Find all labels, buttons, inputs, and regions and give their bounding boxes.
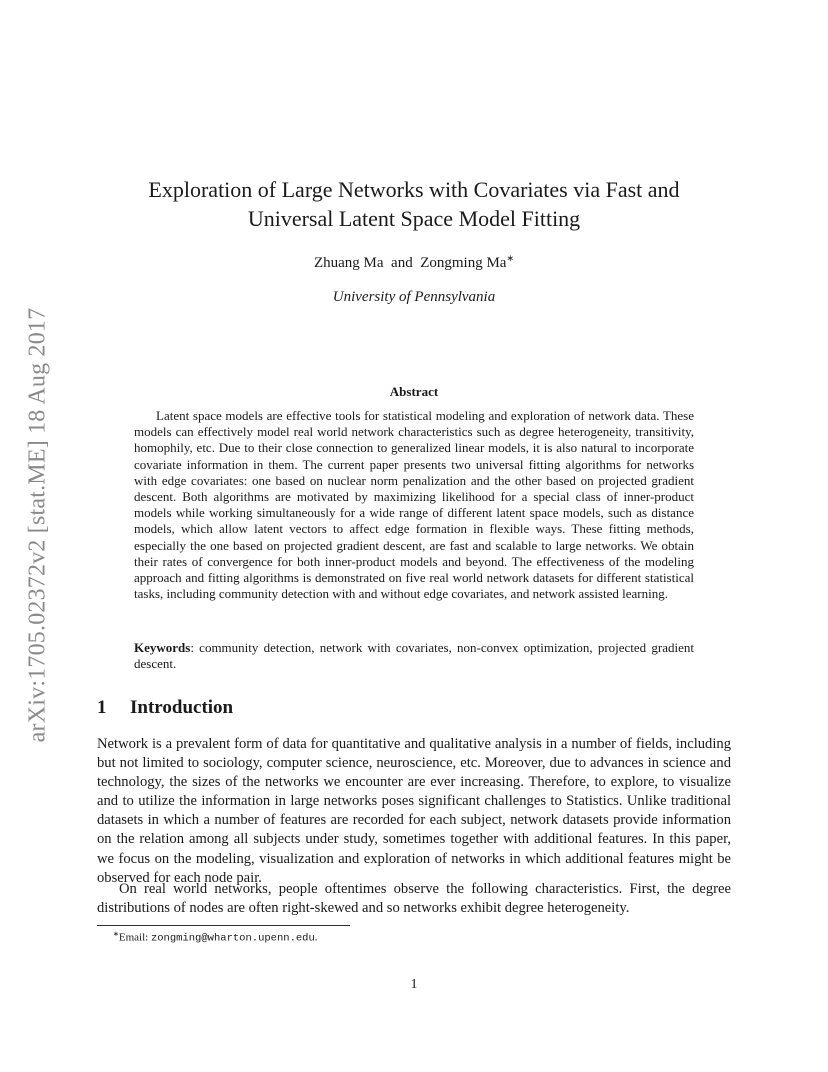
- section-title: Introduction: [130, 697, 234, 718]
- footnote-end: .: [314, 931, 318, 944]
- paper-title: Exploration of Large Networks with Covariates via Fast and Universal Latent Space Model Fitting: [148, 177, 680, 231]
- footnote-marker: ∗: [506, 253, 515, 263]
- body-paragraph: Network is a prevalent form of data for quantitative and qualitative analysis in a number of fields, including but not limited to sociology, computer science, neuroscience, etc. Moreover, due to advances in science and technology, the sizes of the networks we encounter are ever increasing. Therefore, to explore, to visualize and to utilize the information in large networks poses significant challenges to Statistics. Unlike traditional datasets in which a number of features are recorded for each subject, network datasets provide information on the relation among all subjects under study, sometimes together with additional features. In this paper, we focus on the modeling, visualization and exploration of networks in which additional features might be observed for each node pair.: [97, 736, 731, 886]
- section-heading: [97, 697, 233, 719]
- footnote-label: Email:: [118, 931, 151, 944]
- section-number: 1: [97, 697, 107, 718]
- keywords-text: : community detection, network with covariates, non-convex optimization, projected gradient descent.: [134, 640, 694, 672]
- page-number: 1: [410, 977, 418, 992]
- footnote-marker: ∗: [113, 930, 119, 938]
- author-conjunction: and: [391, 255, 413, 271]
- author-name: Zongming Ma: [420, 255, 507, 271]
- author-name: Zhuang Ma: [313, 255, 384, 271]
- affiliation: University of Pennsylvania: [332, 289, 496, 305]
- keywords-label: Keywords: [134, 640, 191, 655]
- arxiv-identifier-stamp: arXiv:1705.02372v2 [stat.ME] 18 Aug 2017: [24, 307, 51, 743]
- abstract-body: Latent space models are effective tools for statistical modeling and exploration of network data. These models can effectively model real world network characteristics such as degree heterogeneity, transitivity, homophily, etc. Due to their close connection to generalized linear models, it is also natural to incorporate covariate information in them. The current paper presents two universal fitting algorithms for networks with edge covariates: one based on nuclear norm penalization and the other based on projected gradient descent. Both algorithms are motivated by maximizing likelihood for a special class of inner-product models while working simultaneously for a wide range of different latent space models, such as distance models, which allow latent vectors to affect edge formation in flexible ways. These fitting methods, especially the one based on projected gradient descent, are fast and scalable to large networks. We obtain their rates of convergence for both inner-product models and beyond. The effectiveness of the modeling approach and fitting algorithms is demonstrated on five real world network datasets for different statistical tasks, including community detection with and without edge covariates, and network assisted learning.: [134, 408, 694, 602]
- footnote-rule: [97, 925, 350, 926]
- email-address: zongming@wharton.upenn.edu: [150, 932, 315, 945]
- body-paragraph: On real world networks, people oftentimes observe the following characteristics. First, the degree distributions of nodes are often right-skewed and so networks exhibit degree heterogeneity.: [97, 881, 731, 917]
- author-line: [120, 253, 708, 272]
- keywords: [134, 640, 694, 672]
- abstract-heading: Abstract: [389, 384, 439, 399]
- footnote: [113, 930, 318, 945]
